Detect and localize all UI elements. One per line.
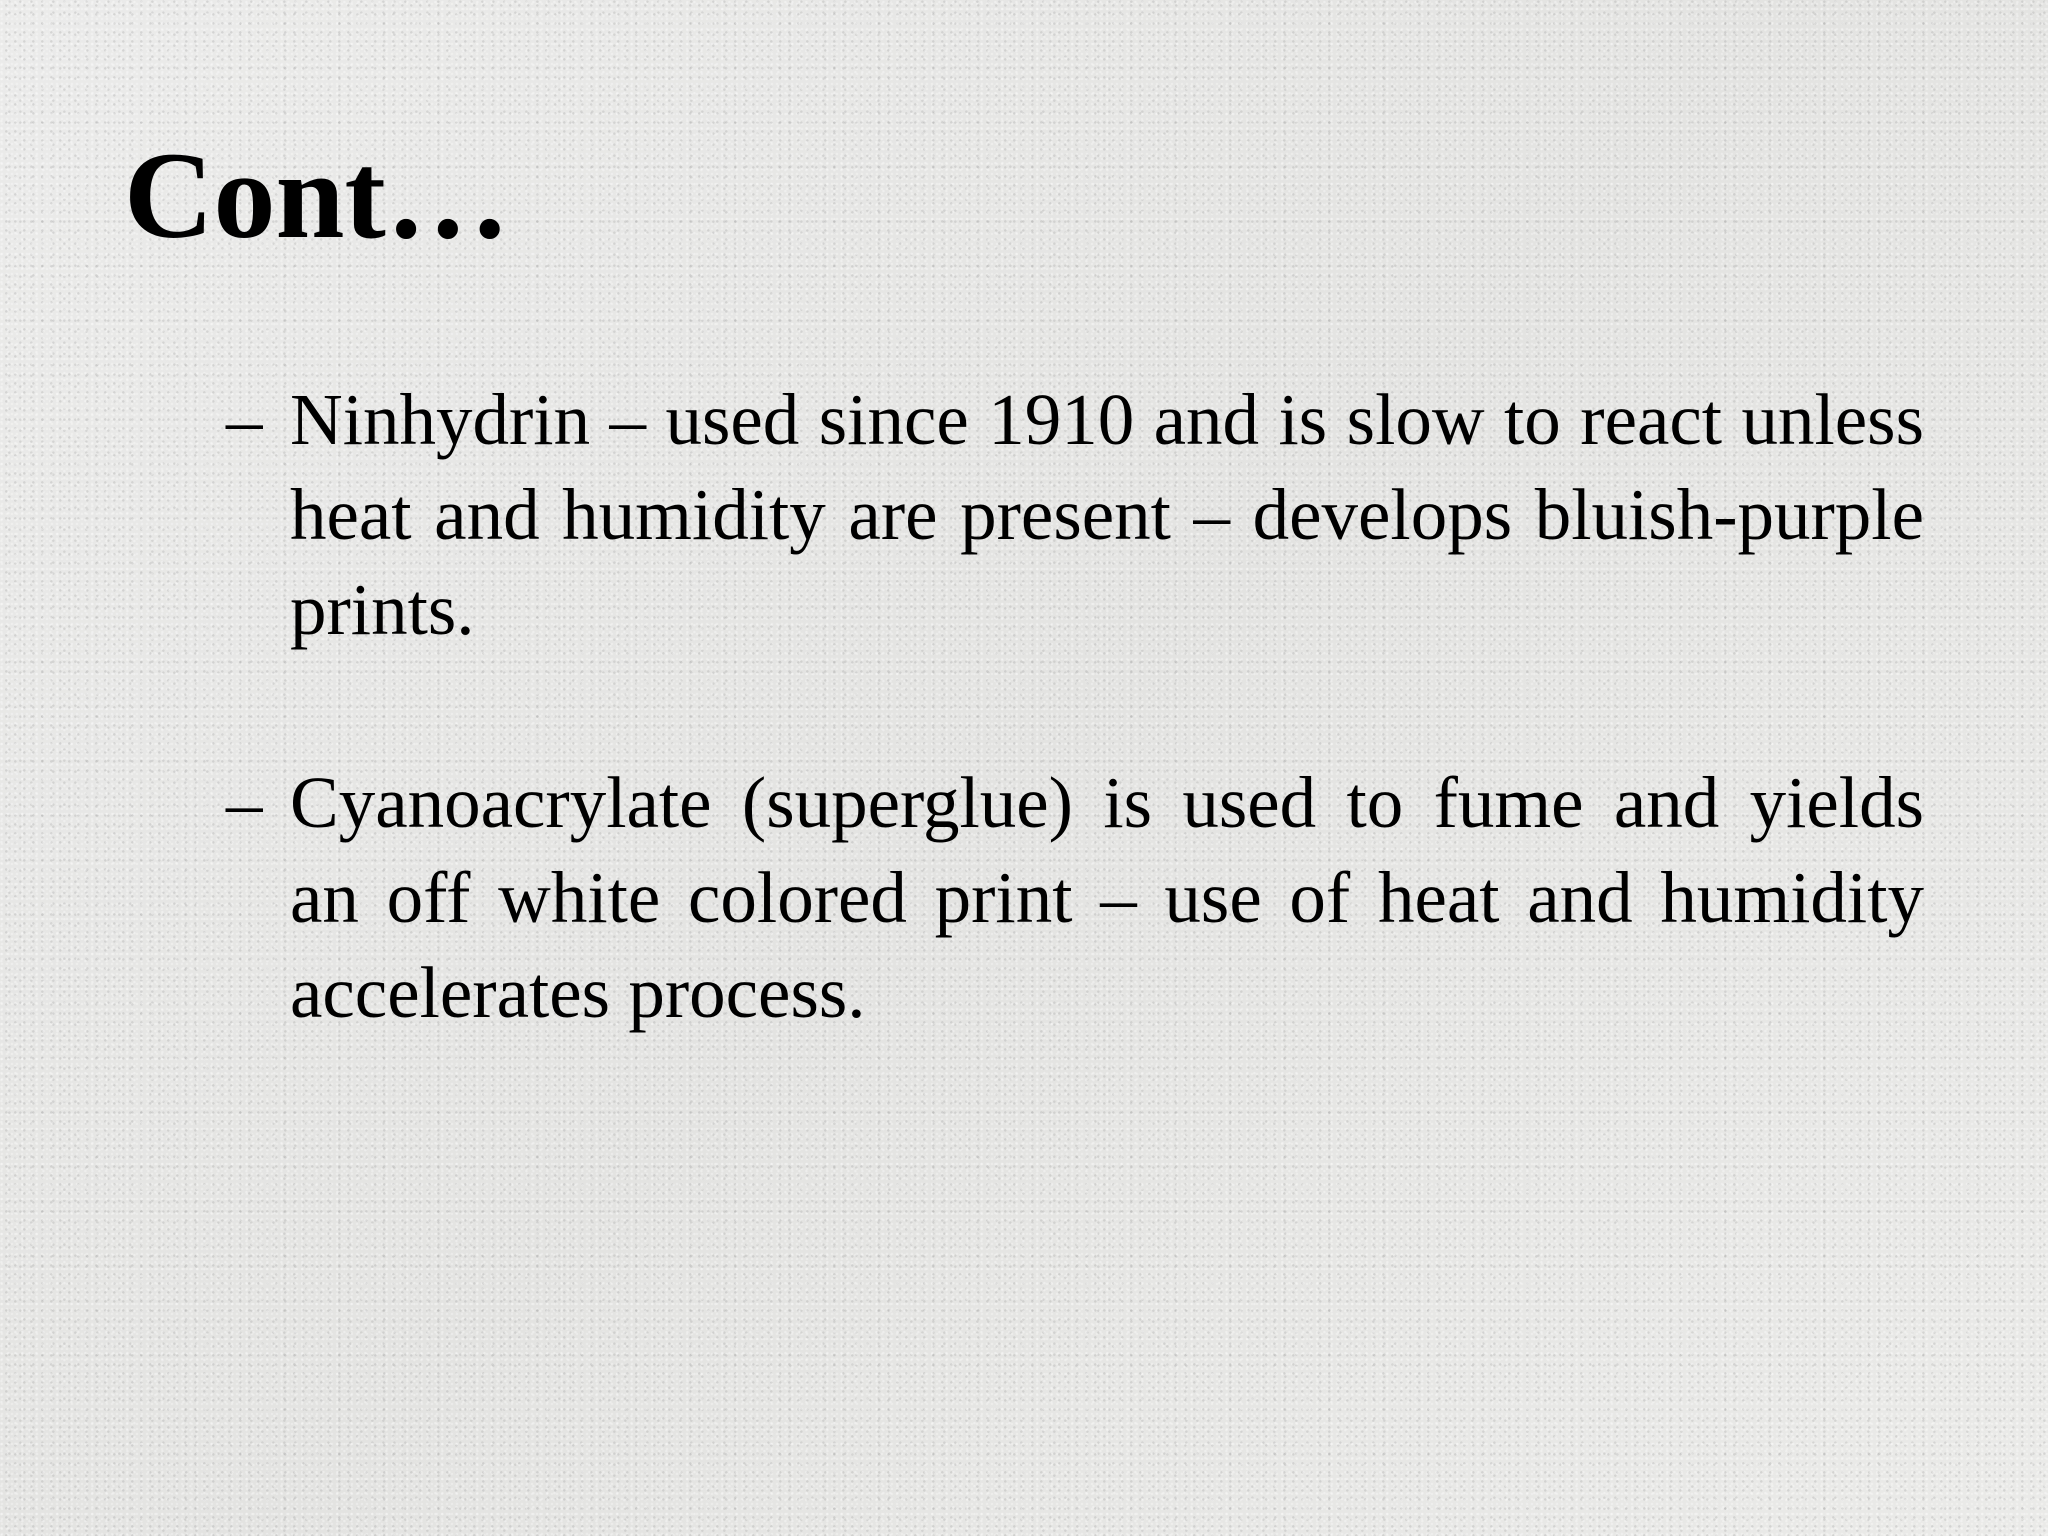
bullet-text: Cyanoacrylate (superglue) is used to fume and yields an off white colored print – use of heat and humidity accelerates process. (290, 762, 1924, 1033)
dash-bullet-icon: – (226, 762, 263, 843)
bullet-item-ninhydrin (226, 372, 1924, 657)
bullet-text: Ninhydrin – used since 1910 and is slow to react unless heat and humidity are present – develops bluish-purple prints. (290, 379, 1924, 650)
bullet-item-cyanoacrylate (226, 755, 1924, 1040)
dash-bullet-icon: – (226, 379, 263, 460)
slide-title: Cont… (124, 127, 510, 264)
bullet-list (226, 372, 1924, 1138)
